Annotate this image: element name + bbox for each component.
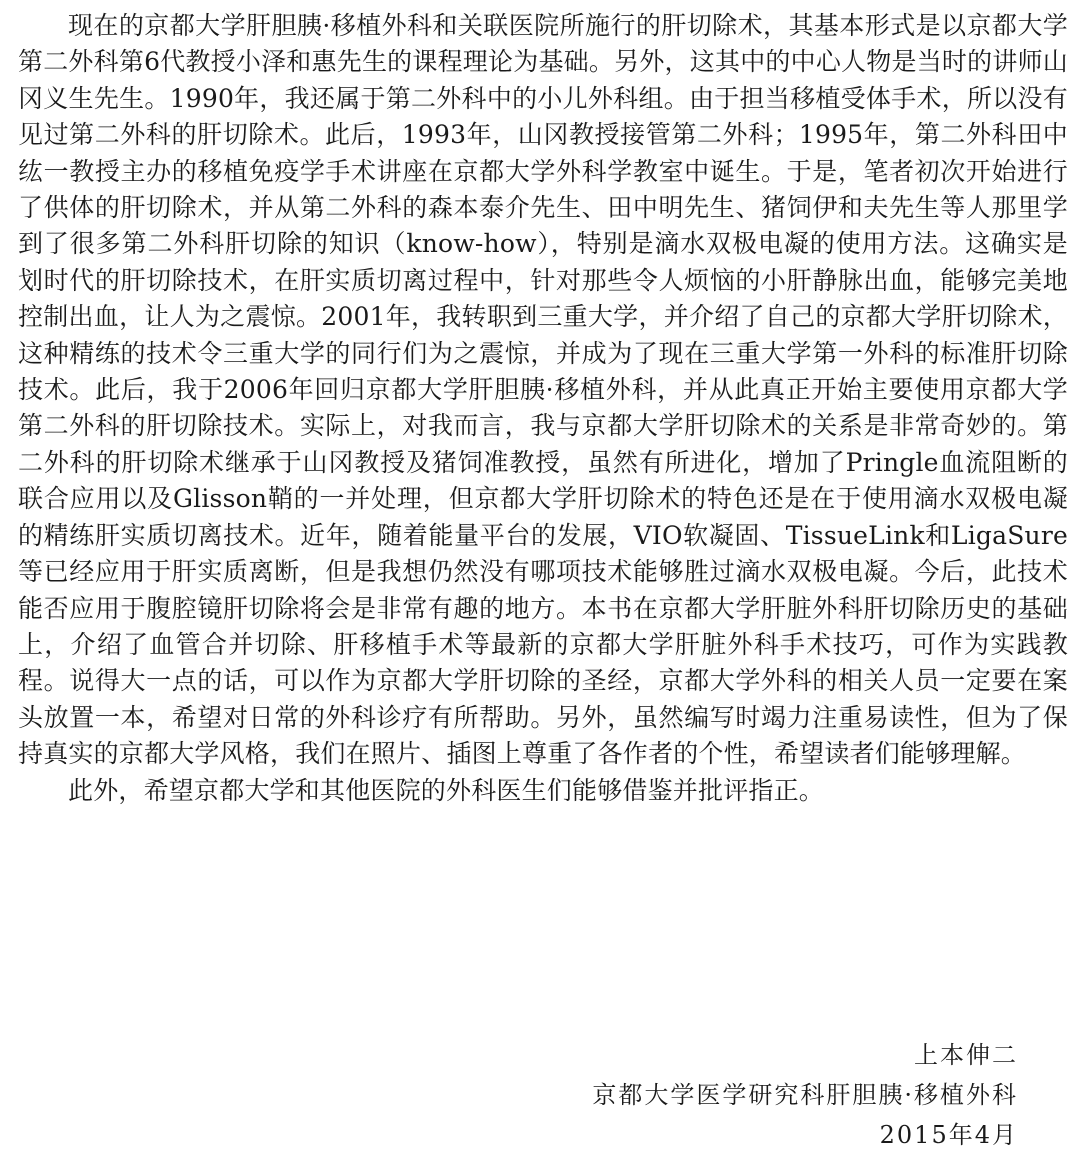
signature-date: 2015年4月 (879, 1121, 1018, 1149)
author-affiliation: 京都大学医学研究科肝胆胰·移植外科 (592, 1081, 1018, 1109)
document-page (18, 8, 1068, 809)
author-name: 上本伸二 (914, 1041, 1018, 1069)
signature-block (592, 1035, 1018, 1155)
body-paragraph-1: 现在的京都大学肝胆胰·移植外科和关联医院所施行的肝切除术，其基本形式是以京都大学第二外科第6代教授小泽和惠先生的课程理论为基础。另外，这其中的中心人物是当时的讲师山冈义生先生。1990年，我还属于第二外科中的小儿外科组。由于担当移植受体手术，所以没有见过第二外科的肝切除术。此后，1993年，山冈教授接管第二外科；1995年，第二外科田中纮一教授主办的移植免疫学手术讲座在京都大学外科学教室中诞生。于是，笔者初次开始进行了供体的肝切除术，并从第二外科的森本泰介先生、田中明先生、猪饲伊和夫先生等人那里学到了很多第二外科肝切除的知识（know-how），特别是滴水双极电凝的使用方法。这确实是划时代的肝切除技术，在肝实质切离过程中，针对那些令人烦恼的小肝静脉出血，能够完美地控制出血，让人为之震惊。2001年，我转职到三重大学，并介绍了自己的京都大学肝切除术，这种精练的技术令三重大学的同行们为之震惊，并成为了现在三重大学第一外科的标准肝切除技术。此后，我于2006年回归京都大学肝胆胰·移植外科，并从此真正开始主要使用京都大学第二外科的肝切除技术。实际上，对我而言，我与京都大学肝切除术的关系是非常奇妙的。第二外科的肝切除术继承于山冈教授及猪饲准教授，虽然有所进化，增加了Pringle血流阻断的联合应用以及Glisson鞘的一并处理，但京都大学肝切除术的特色还是在于使用滴水双极电凝的精练肝实质切离技术。近年，随着能量平台的发展，VIO软凝固、TissueLink和LigaSure等已经应用于肝实质离断，但是我想仍然没有哪项技术能够胜过滴水双极电凝。今后，此技术能否应用于腹腔镜肝切除将会是非常有趣的地方。本书在京都大学肝脏外科肝切除历史的基础上，介绍了血管合并切除、肝移植手术等最新的京都大学肝脏外科手术技巧，可作为实践教程。说得大一点的话，可以作为京都大学肝切除的圣经，京都大学外科的相关人员一定要在案头放置一本，希望对日常的外科诊疗有所帮助。另外，虽然编写时竭力注重易读性，但为了保持真实的京都大学风格，我们在照片、插图上尊重了各作者的个性，希望读者们能够理解。 (18, 11, 1068, 769)
body-paragraph-2: 此外，希望京都大学和其他医院的外科医生们能够借鉴并批评指正。 (68, 775, 825, 805)
